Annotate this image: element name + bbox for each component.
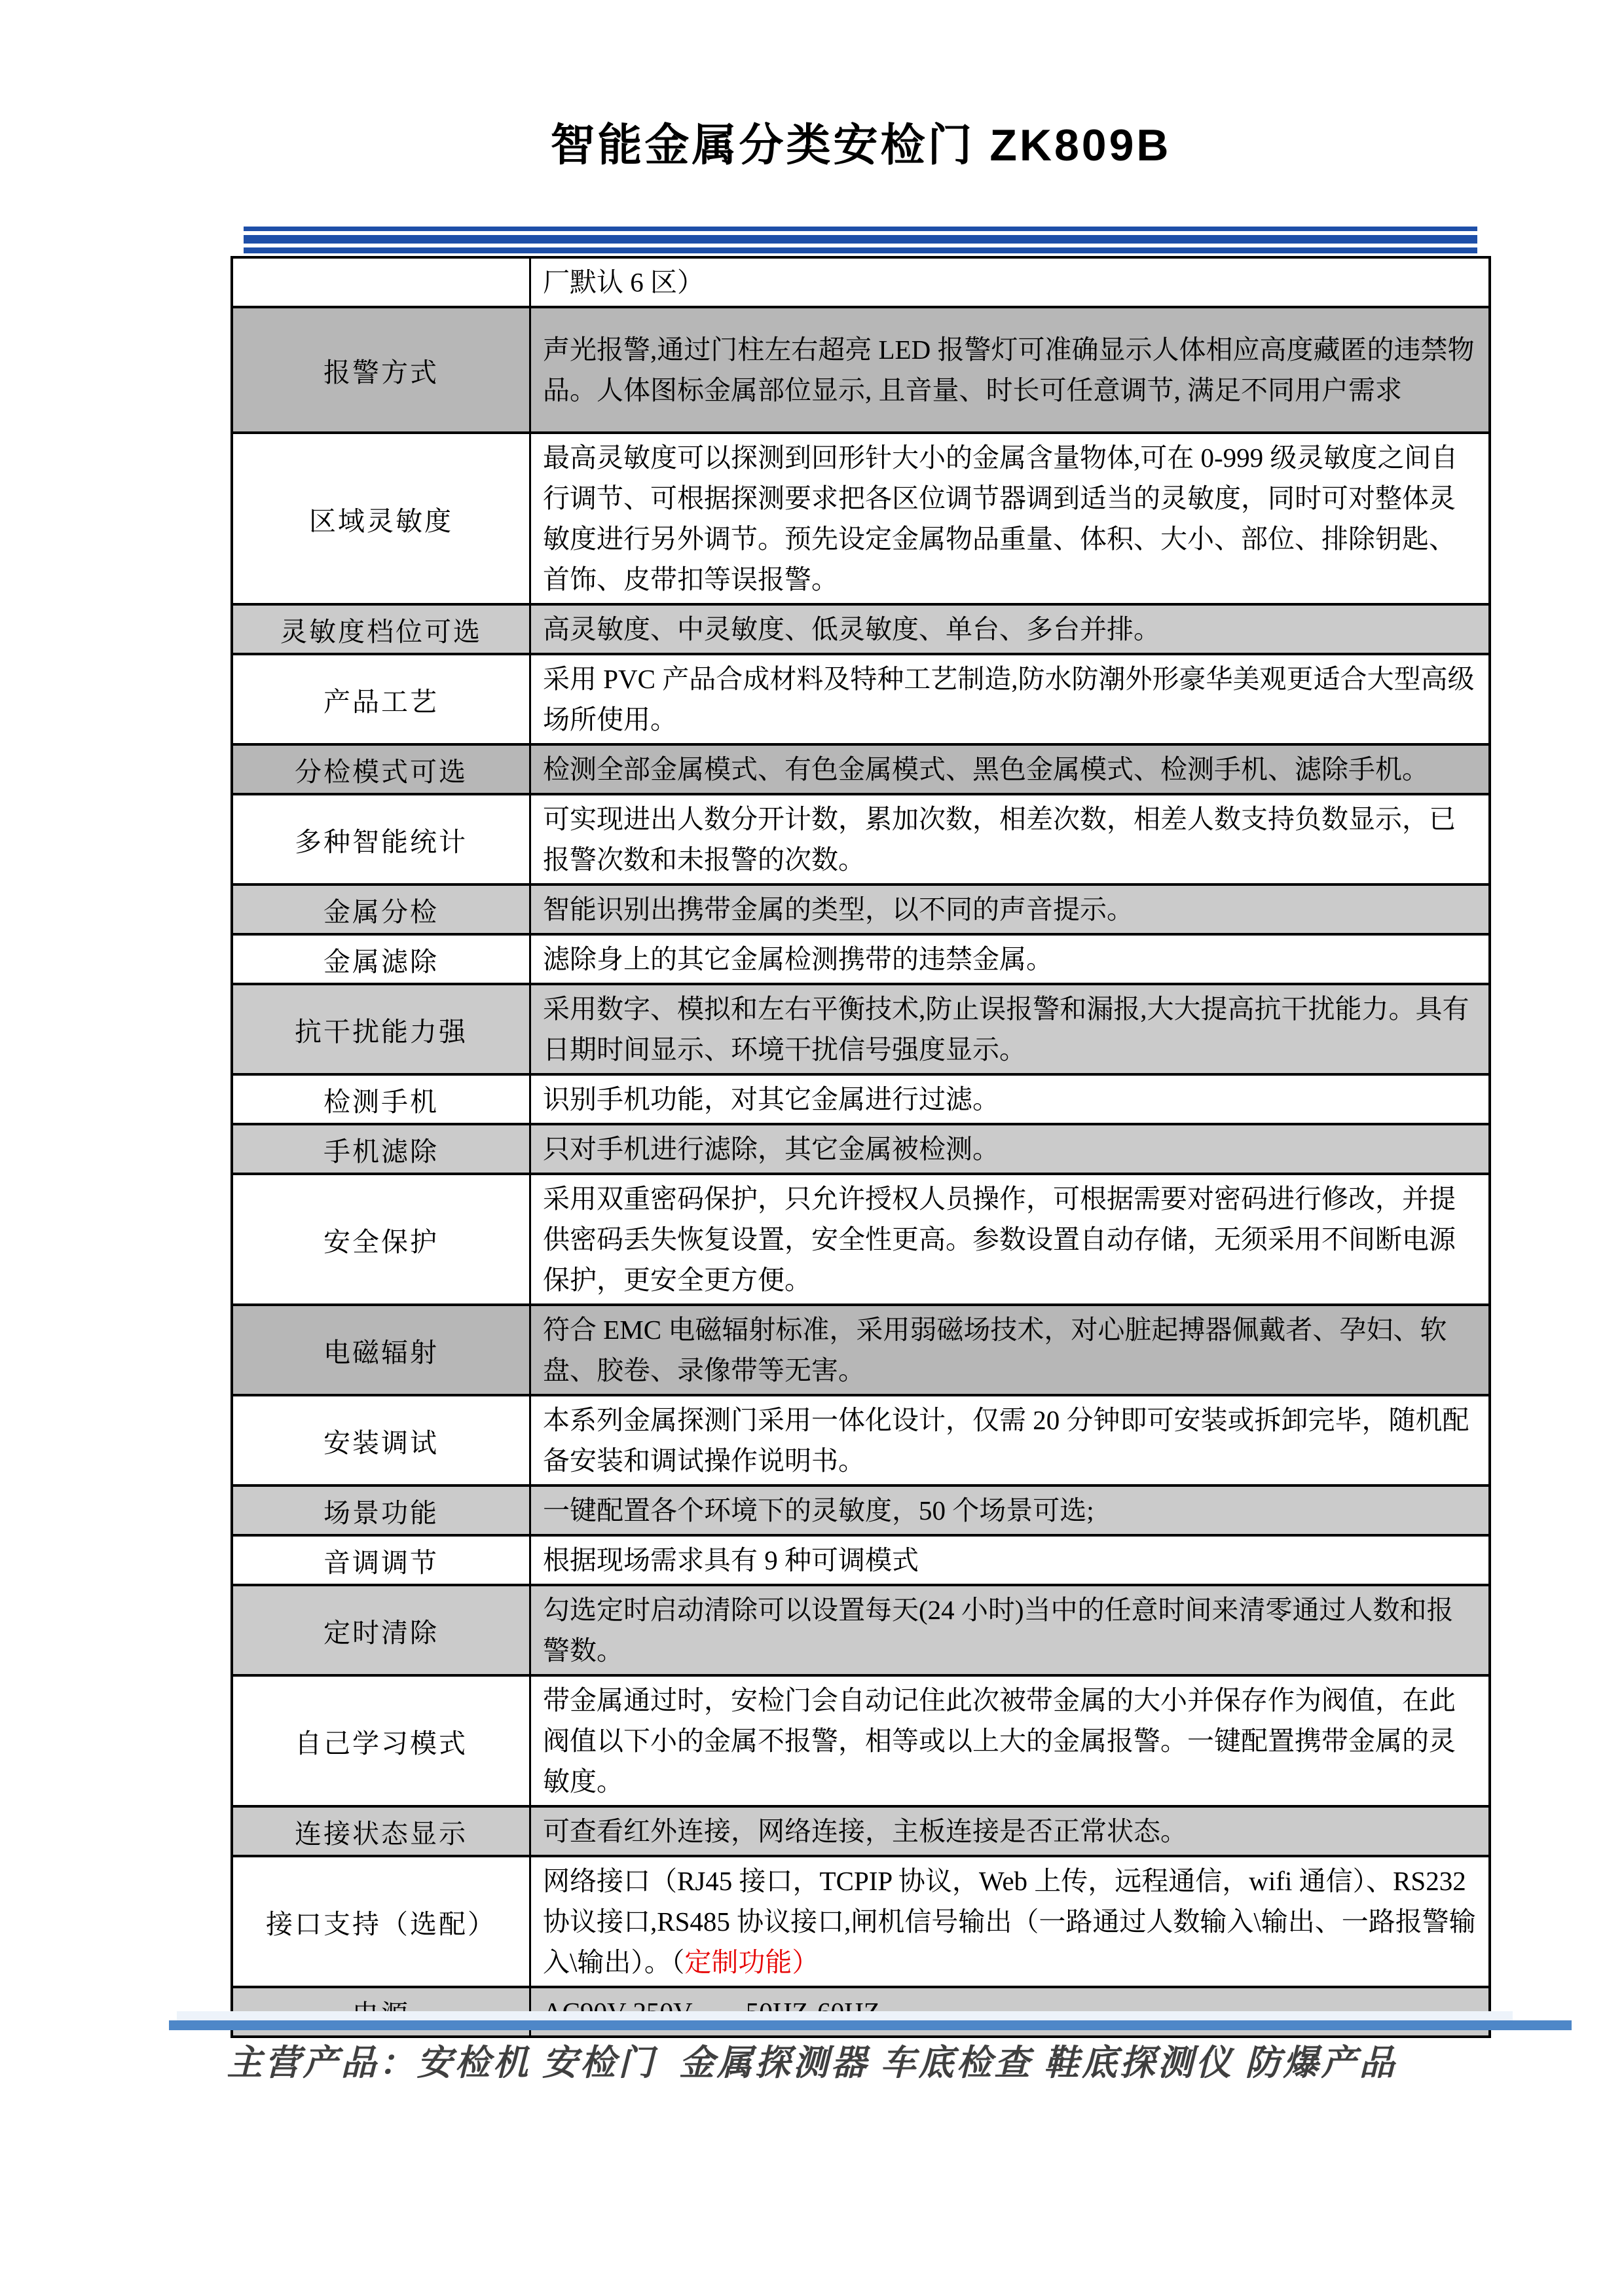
row-value: 本系列金属探测门采用一体化设计，仅需 20 分钟即可安装或拆卸完毕，随机配备安装和调试操作说明书。: [543, 1405, 1469, 1476]
row-value: 识别手机功能，对其它金属进行过滤。: [543, 1084, 999, 1114]
table-row: [233, 1306, 1488, 1396]
table-row: [233, 606, 1488, 655]
row-value: 采用双重密码保护，只允许授权人员操作，可根据需要对密码进行修改，并提供密码丢失恢复设置，安全性更高。参数设置自动存储，无须采用不间断电源保护，更安全更方便。: [543, 1184, 1456, 1295]
table-row: [233, 655, 1488, 746]
table-row: [233, 746, 1488, 795]
row-label: 自己学习模式: [233, 1677, 531, 1805]
row-label: 多种智能统计: [233, 795, 531, 883]
row-label: 报警方式: [233, 308, 531, 431]
row-label: 分检模式可选: [233, 746, 531, 793]
table-row: [233, 1537, 1488, 1586]
row-label: 安全保护: [233, 1175, 531, 1303]
row-value: 厂默认 6 区）: [543, 267, 704, 297]
table-row: [233, 795, 1488, 886]
row-value: 可查看红外连接，网络连接，主板连接是否正常状态。: [543, 1816, 1187, 1846]
row-value: 可实现进出人数分开计数，累加次数，相差次数，相差人数支持负数显示，已报警次数和未报警的次数。: [543, 804, 1456, 875]
row-label: 安装调试: [233, 1396, 531, 1484]
footer-light-strip: [177, 2011, 1513, 2020]
table-row: [233, 308, 1488, 434]
table-row: [233, 1076, 1488, 1125]
table-row: [233, 1175, 1488, 1306]
row-value: 网络接口（RJ45 接口，TCPIP 协议，Web 上传，远程通信，wifi 通信）、RS232 协议接口,RS485 协议接口,闸机信号输出（一路通过人数输入\输出、一路报警输入\输出）。（定制功能）: [543, 1866, 1476, 1977]
footer-bar: [169, 2020, 1572, 2030]
row-label: 抗干扰能力强: [233, 985, 531, 1073]
table-row: [233, 886, 1488, 936]
footer-products-line: 主营产品：安检机 安检门 金属探测器 车底检查 鞋底探测仪 防爆产品: [227, 2043, 1397, 2083]
row-label: 场景功能: [233, 1487, 531, 1534]
row-value: 符合 EMC 电磁辐射标准，采用弱磁场技术，对心脏起搏器佩戴者、孕妇、软盘、胶卷、录像带等无害。: [543, 1315, 1447, 1385]
row-value: 采用数字、模拟和左右平衡技术,防止误报警和漏报,大大提高抗干扰能力。具有日期时间显示、环境干扰信号强度显示。: [543, 994, 1469, 1065]
row-value: 滤除身上的其它金属检测携带的违禁金属。: [543, 944, 1053, 974]
row-value: 最高灵敏度可以探测到回形针大小的金属含量物体,可在 0-999 级灵敏度之间自行调节、可根据探测要求把各区位调节器调到适当的灵敏度，同时可对整体灵敏度进行另外调节。预先设定金属物品重量、体积、大小、部位、排除钥匙、首饰、皮带扣等误报警。: [543, 443, 1458, 594]
separator-stripe: [244, 247, 1477, 253]
table-row: [233, 1487, 1488, 1537]
table-row: [233, 434, 1488, 606]
row-value: 一键配置各个环境下的灵敏度，50 个场景可选;: [543, 1495, 1094, 1525]
row-label: 连接状态显示: [233, 1808, 531, 1855]
row-value: 带金属通过时，安检门会自动记住此次被带金属的大小并保存作为阀值，在此阀值以下小的金属不报警，相等或以上大的金属报警。一键配置携带金属的灵敏度。: [543, 1685, 1456, 1796]
row-value: 勾选定时启动清除可以设置每天(24 小时)当中的任意时间来清零通过人数和报警数。: [543, 1595, 1454, 1666]
row-value: 采用 PVC 产品合成材料及特种工艺制造,防水防潮外形豪华美观更适合大型高级场所使用。: [543, 664, 1475, 735]
row-label: 电磁辐射: [233, 1306, 531, 1394]
spec-table: [231, 256, 1491, 2038]
row-label: 金属分检: [233, 886, 531, 933]
row-label: 手机滤除: [233, 1125, 531, 1173]
row-label: [233, 259, 531, 306]
row-value: 根据现场需求具有 9 种可调模式: [543, 1545, 919, 1575]
table-row: [233, 985, 1488, 1076]
row-label: 灵敏度档位可选: [233, 606, 531, 653]
row-label: 接口支持（选配）: [233, 1857, 531, 1986]
separator-stripe: [244, 235, 1477, 244]
table-row: [233, 1396, 1488, 1487]
table-row: [233, 1586, 1488, 1677]
row-value: 声光报警,通过门柱左右超亮 LED 报警灯可准确显示人体相应高度藏匿的违禁物品。人体图标金属部位显示, 且音量、时长可任意调节, 满足不同用户需求: [543, 335, 1475, 405]
table-row: [233, 1677, 1488, 1808]
row-label: 区域灵敏度: [233, 434, 531, 603]
page-title: 智能金属分类安检门 ZK809B: [550, 120, 1172, 170]
table-row: [233, 936, 1488, 985]
row-label: 金属滤除: [233, 936, 531, 983]
row-label: 产品工艺: [233, 655, 531, 743]
table-row: [233, 1125, 1488, 1175]
row-value: 只对手机进行滤除，其它金属被检测。: [543, 1134, 999, 1164]
title-separator: [244, 227, 1477, 253]
row-value: 检测全部金属模式、有色金属模式、黑色金属模式、检测手机、滤除手机。: [543, 754, 1429, 784]
separator-stripe: [244, 227, 1477, 231]
table-row: [233, 1808, 1488, 1857]
row-label: 音调调节: [233, 1537, 531, 1584]
custom-function-note: 定制功能）: [684, 1947, 819, 1977]
row-value: 高灵敏度、中灵敏度、低灵敏度、单台、多台并排。: [543, 614, 1160, 644]
row-value: 智能识别出携带金属的类型，以不同的声音提示。: [543, 894, 1134, 924]
table-row: [233, 259, 1488, 308]
table-row: [233, 1857, 1488, 1988]
row-label: 检测手机: [233, 1076, 531, 1123]
row-label: 定时清除: [233, 1586, 531, 1674]
